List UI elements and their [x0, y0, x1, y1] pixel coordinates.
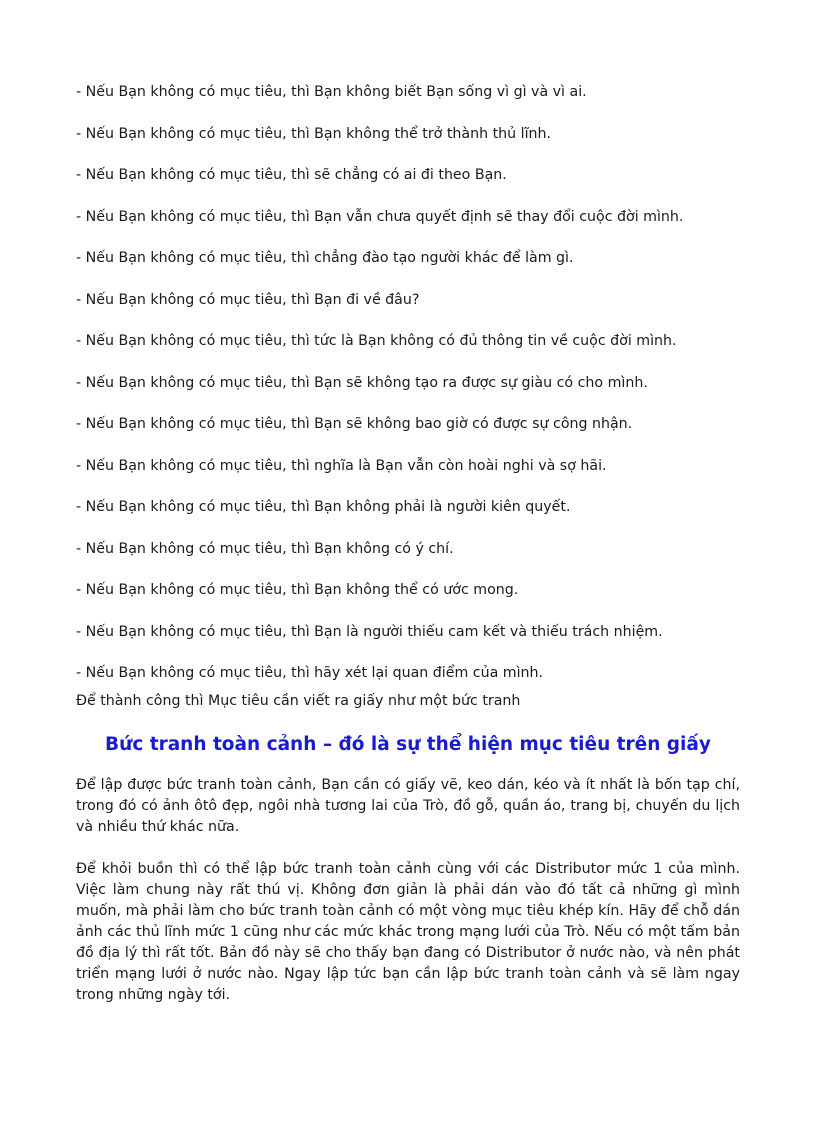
list-item: - Nếu Bạn không có mục tiêu, thì nghĩa là Bạn vẫn còn hoài nghi và sợ hãi. [76, 457, 607, 474]
list-item: - Nếu Bạn không có mục tiêu, thì chẳng đào tạo người khác để làm gì. [76, 250, 574, 266]
list-item: - Nếu Bạn không có mục tiêu, thì Bạn sẽ không bao giờ có được sự công nhận. [76, 416, 633, 432]
list-item: - Nếu Bạn không có mục tiêu, thì hãy xét lại quan điểm của mình. [76, 665, 544, 681]
list-item: - Nếu Bạn không có mục tiêu, thì Bạn không thể có ước mong. [76, 582, 519, 598]
section-heading: Bức tranh toàn cảnh – đó là sự thể hiện mục tiêu trên giấy [105, 734, 711, 755]
list-item: - Nếu Bạn không có mục tiêu, thì Bạn không có ý chí. [76, 540, 454, 557]
list-item: - Nếu Bạn không có mục tiêu, thì Bạn đi về đâu? [76, 291, 420, 308]
list-item: - Nếu Bạn không có mục tiêu, thì Bạn không biết Bạn sống vì gì và vì ai. [76, 84, 587, 100]
list-item: - Nếu Bạn không có mục tiêu, thì Bạn không thể trở thành thủ lĩnh. [76, 125, 552, 142]
list-item: - Nếu Bạn không có mục tiêu, thì Bạn sẽ không tạo ra được sự giàu có cho mình. [76, 374, 648, 391]
intro-line: Để thành công thì Mục tiêu cần viết ra giấy như một bức tranh [76, 693, 521, 709]
paragraph: Để khỏi buồn thì có thể lập bức tranh toàn cảnh cùng với các Distributor mức 1 của mình. Việc làm chung này rất thú vị. Không đơn giản là phải dán vào đó tất cả những gì mình muốn, mà phải làm cho bức tranh toàn cảnh có một vòng mục tiêu khép kín. Hãy để chỗ dán ảnh các thủ lĩnh mức 1 cũng như các mức khác trong mạng lưới của Trò. Nếu có một tấm bản đồ địa lý thì rất tốt. Bản đồ này sẽ cho thấy bạn đang có Distributor ở nước nào, và nên phát triển mạng lưới ở nước nào. Ngay lập tức bạn cần lập bức tranh toàn cảnh và sẽ làm ngay trong những ngày tới. [76, 861, 740, 1003]
list-item: - Nếu Bạn không có mục tiêu, thì Bạn không phải là người kiên quyết. [76, 499, 571, 515]
list-item: - Nếu Bạn không có mục tiêu, thì tức là Bạn không có đủ thông tin về cuộc đời mình. [76, 333, 677, 349]
list-item: - Nếu Bạn không có mục tiêu, thì sẽ chẳng có ai đi theo Bạn. [76, 167, 507, 183]
paragraph: Để lập được bức tranh toàn cảnh, Bạn cần có giấy vẽ, keo dán, kéo và ít nhất là bốn tạp chí, trong đó có ảnh ôtô đẹp, ngôi nhà tương lai của Trò, đồ gỗ, quần áo, trang bị, chuyến du lịch và nhiều thứ khác nữa. [76, 777, 740, 835]
list-item: - Nếu Bạn không có mục tiêu, thì Bạn vẫn chưa quyết định sẽ thay đổi cuộc đời mình. [76, 208, 684, 225]
bullet-list [76, 82, 756, 683]
list-item: - Nếu Bạn không có mục tiêu, thì Bạn là người thiếu cam kết và thiếu trách nhiệm. [76, 623, 663, 640]
